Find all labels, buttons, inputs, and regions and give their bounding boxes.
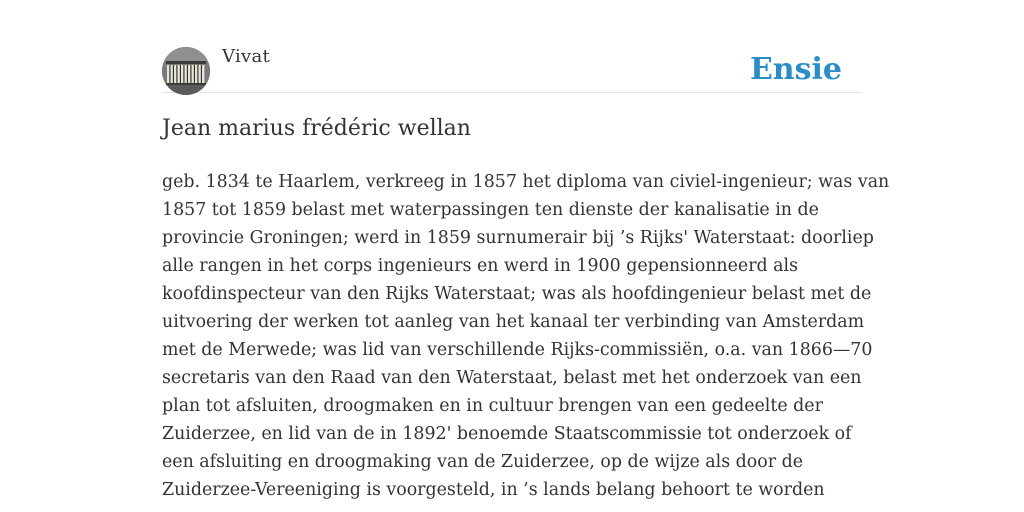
body-line: uitvoering der werken tot aanleg van het kanaal ter verbinding van Amsterdam [162,312,865,332]
books-avatar-icon[interactable] [162,47,210,95]
body-line: een afsluiting en droogmaking van de Zuiderzee, op de wijze als door de [162,452,804,472]
body-line: geb. 1834 te Haarlem, verkreeg in 1857 het diploma van civiel-ingenieur; was van [162,172,890,192]
body-line: provincie Groningen; werd in 1859 surnumerair bij ’s Rijks' Waterstaat: doorliep [162,228,874,248]
body-line: plan tot afsluiten, droogmaken en in cultuur brengen van een gedeelte der [162,396,823,416]
body-line: Zuiderzee-Vereeniging is voorgesteld, in ’s lands belang behoort te worden [162,480,825,500]
body-line: Zuiderzee, en lid van de in 1892' benoemde Staatscommissie tot onderzoek of [162,424,852,444]
source-name[interactable]: Vivat [222,46,271,67]
article-body [162,168,890,504]
article-title: Jean marius frédéric wellan [162,116,471,141]
body-line: koofdinspecteur van den Rijks Waterstaat; was als hoofdingenieur belast met de [162,284,872,304]
body-line: 1857 tot 1859 belast met waterpassingen ten dienste der kanalisatie in de [162,200,819,220]
header [162,0,862,93]
body-line: secretaris van den Raad van den Waterstaat, belast met het onderzoek van een [162,368,862,388]
brand-logo[interactable]: Ensie [749,52,842,87]
body-line: met de Merwede; was lid van verschillende Rijks-commissiën, o.a. van 1866—70 [162,340,873,360]
body-line: alle rangen in het corps ingenieurs en werd in 1900 gepensionneerd als [162,256,799,276]
